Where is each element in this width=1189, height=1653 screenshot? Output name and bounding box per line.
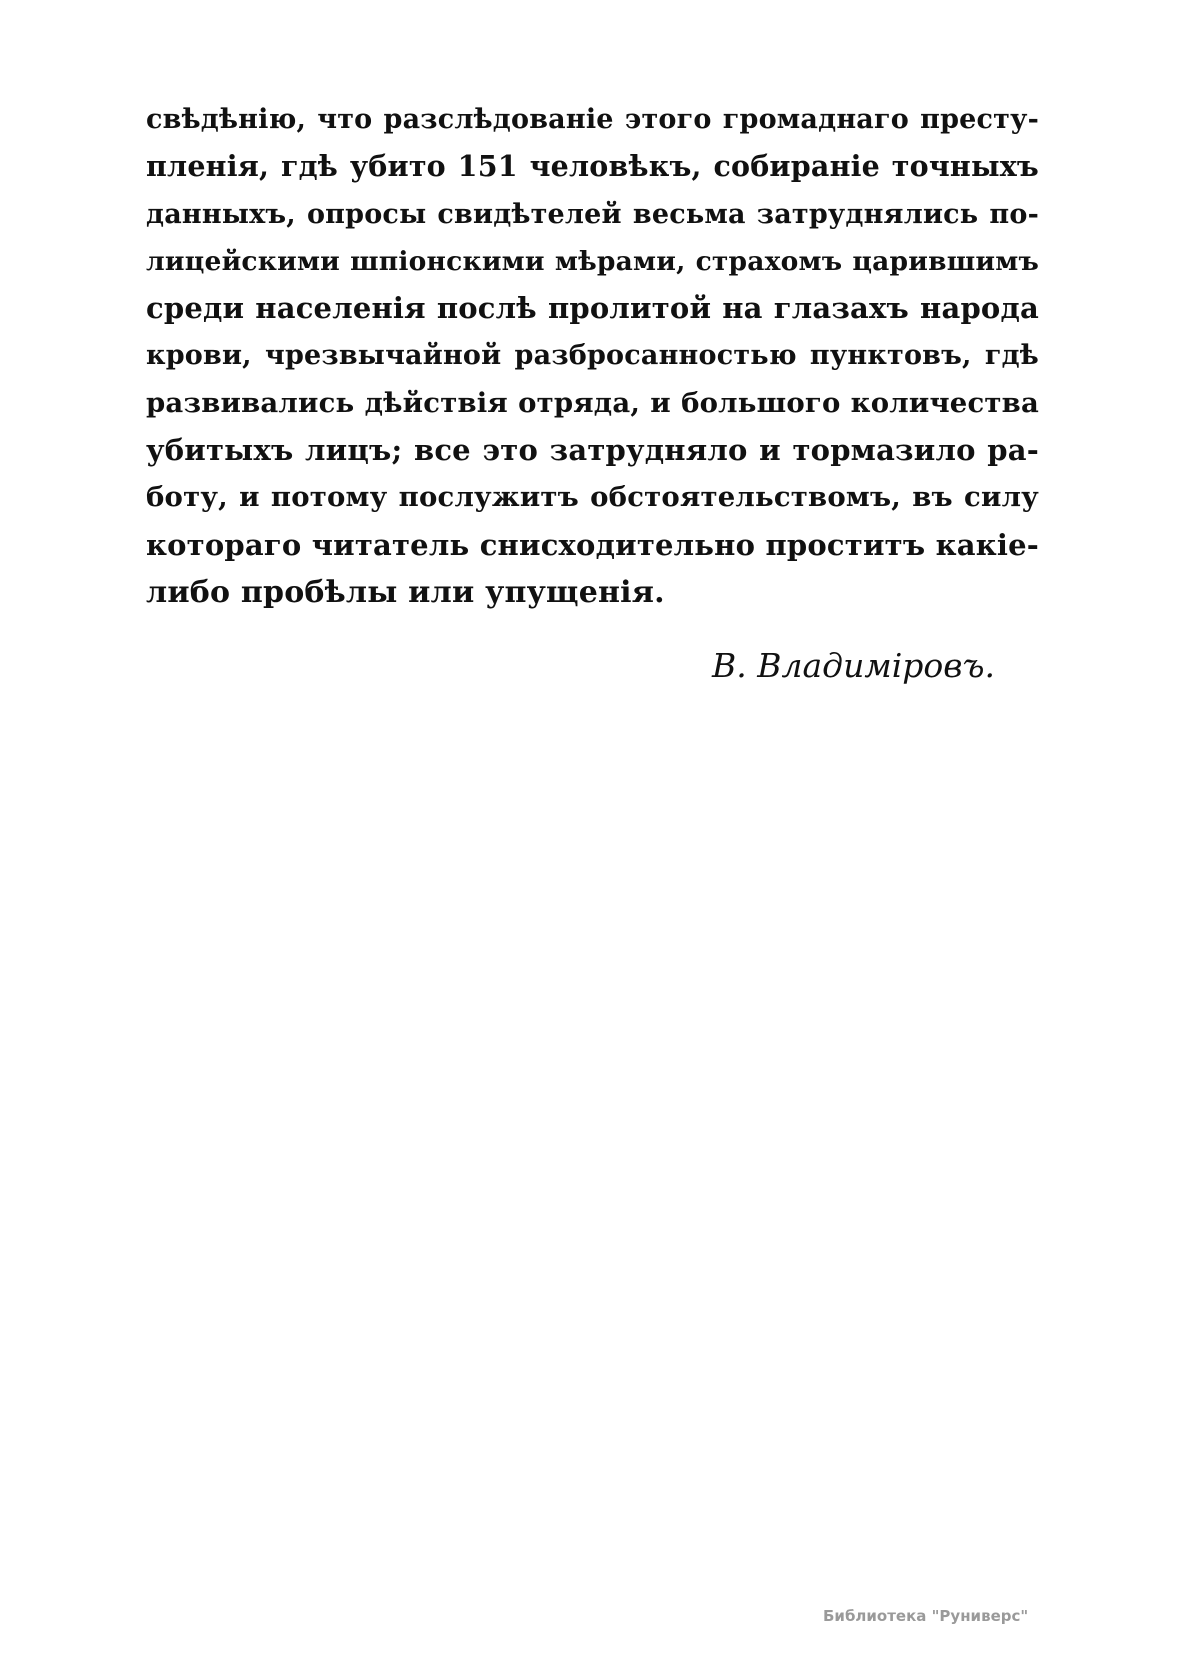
text-line: котораго читатель снисходительно проститъ какіе- bbox=[146, 527, 1039, 562]
text-line: крови, чрезвычайной разбросанностью пунктовъ, гдѣ bbox=[146, 340, 1039, 372]
text-line-last: либо пробѣлы или упущенія. bbox=[146, 574, 665, 610]
body-text bbox=[146, 96, 1039, 616]
library-watermark: Библиотека "Руниверс" bbox=[823, 1607, 1029, 1625]
text-line: данныхъ, опросы свидѣтелей весьма затруднялись по- bbox=[146, 198, 1039, 230]
text-line: лицейскими шпіонскими мѣрами, страхомъ царившимъ bbox=[146, 245, 1039, 277]
text-line: пленія, гдѣ убито 151 человѣкъ, собираніе точныхъ bbox=[146, 149, 1039, 184]
text-line: убитыхъ лицъ; все это затрудняло и тормазило ра- bbox=[146, 433, 1039, 468]
text-line: свѣдѣнію, что разслѣдованіе этого громаднаго престу- bbox=[146, 104, 1039, 135]
text-line: развивались дѣйствія отряда, и большого количества bbox=[146, 386, 1039, 419]
text-line: среди населенія послѣ пролитой на глазахъ народа bbox=[146, 291, 1039, 326]
text-line: боту, и потому послужитъ обстоятельствомъ, въ силу bbox=[146, 481, 1039, 514]
author-signature: В. Владиміровъ. bbox=[712, 646, 995, 685]
